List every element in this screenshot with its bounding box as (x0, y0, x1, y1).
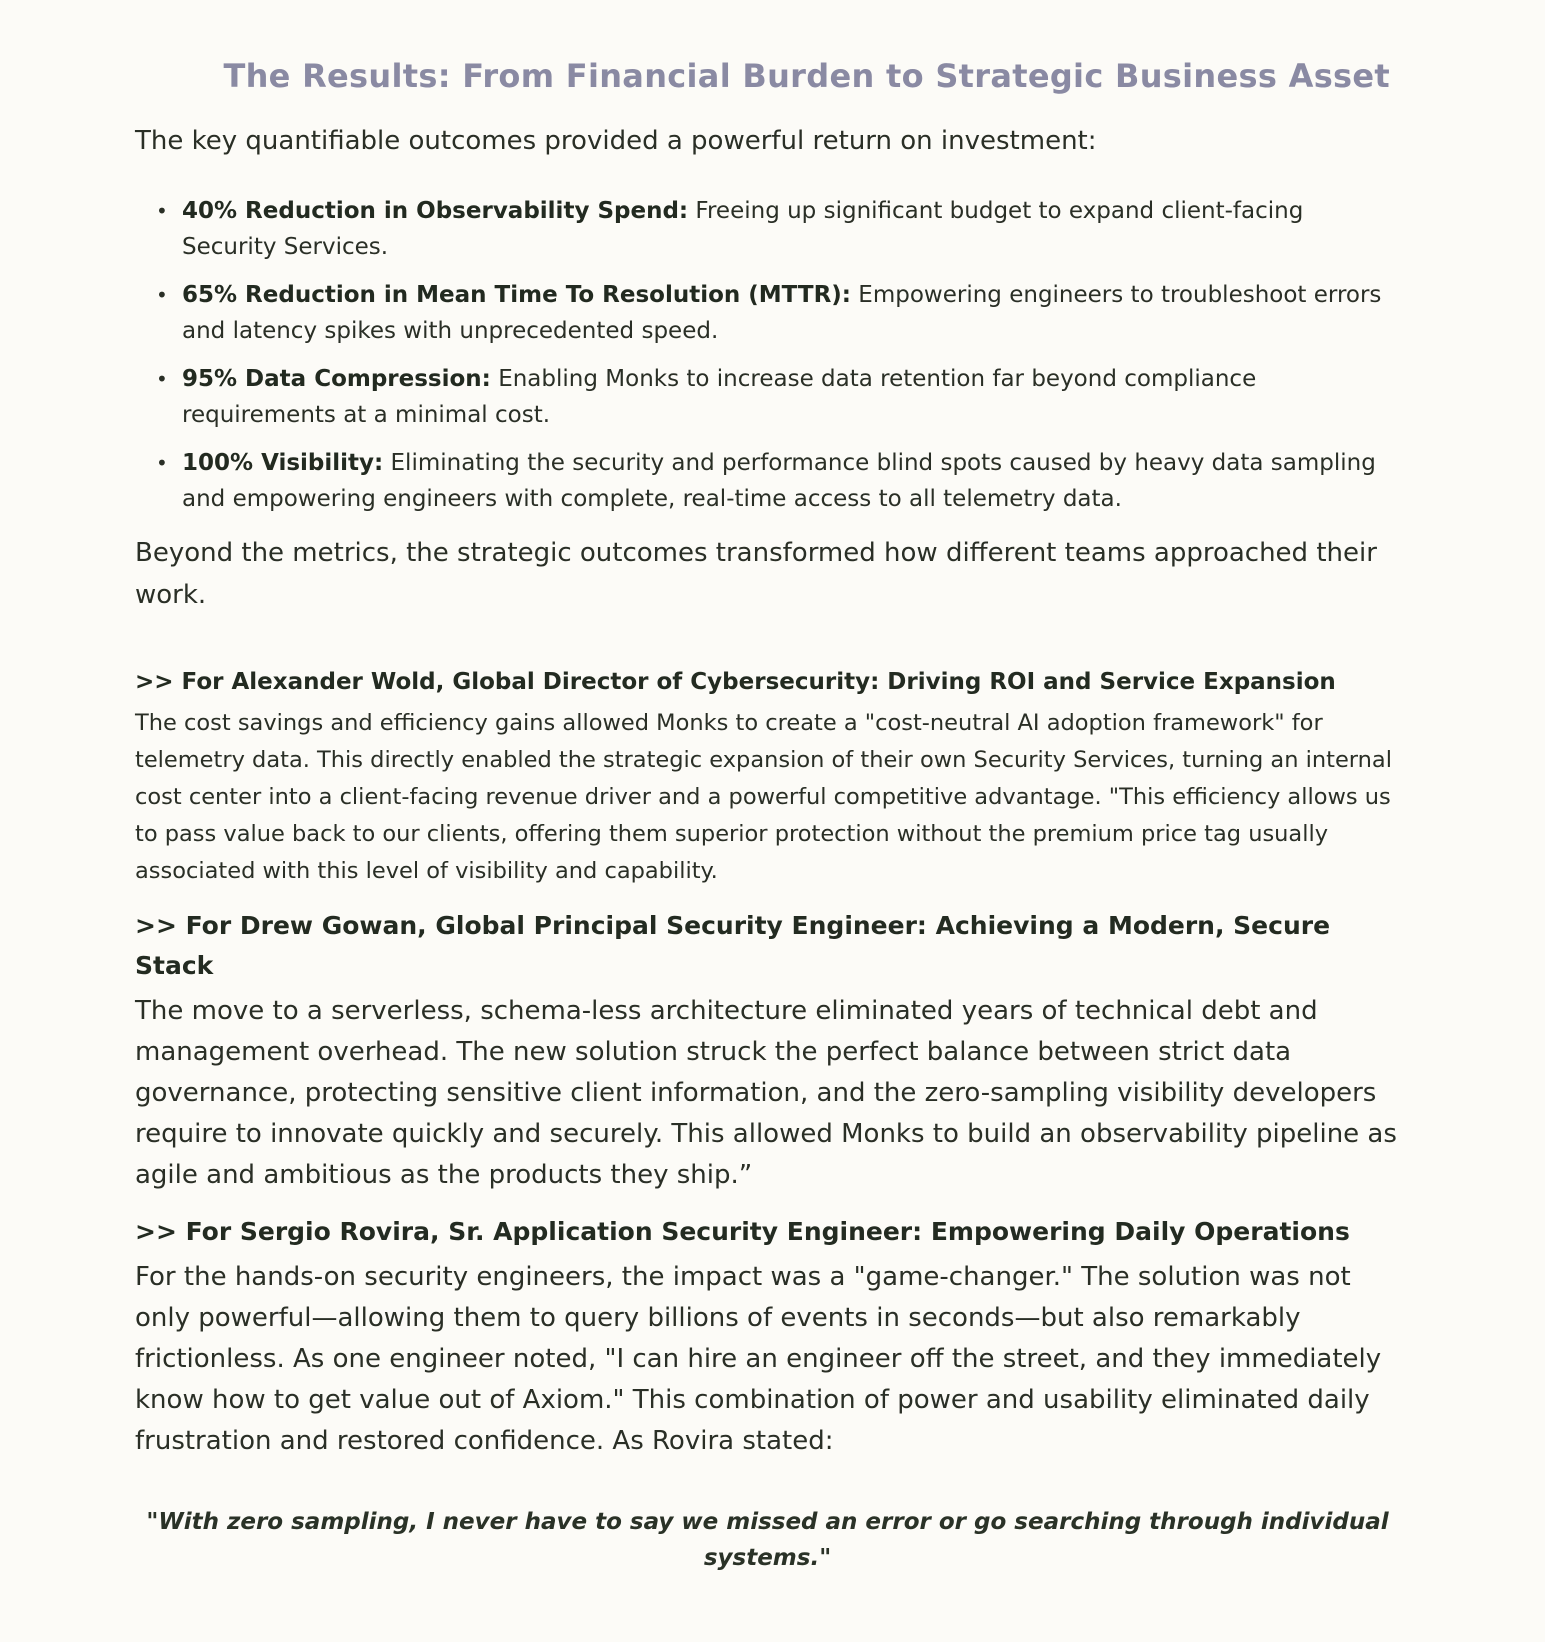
metric-label: 65% Reduction in Mean Time To Resolution (MTTR): (182, 282, 851, 308)
section-title: >> For Drew Gowan, Global Principal Security Engineer: Achieving a Modern, Secure Stack (135, 911, 1331, 980)
metric-text: Empowering engineers to troubleshoot errors and latency spikes with unprecedented speed. (182, 282, 1382, 344)
metric-text: Freeing up significant budget to expand client-facing Security Services. (182, 198, 1304, 260)
section-body: For the hands-on security engineers, the impact was a "game-changer." The solution was not only powerful—allowing them to query billions of events in seconds—but also remarkably frictionless. As one engineer noted, "I can hire an engineer off the street, and they immediately know how to get value out of Axiom." This combination of power and usability eliminated daily frustration and restored confidence. As Rovira stated: (135, 1262, 1382, 1456)
metric-label: 100% Visibility: (182, 450, 384, 476)
metric-label: 95% Data Compression: (182, 366, 491, 392)
metric-label: 40% Reduction in Observability Spend: (182, 198, 689, 224)
section-drew-gowan (135, 906, 1405, 1196)
beyond-paragraph: Beyond the metrics, the strategic outcomes transformed how different teams approached their work. (135, 538, 1377, 610)
document-page (135, 0, 1405, 1576)
pull-quote: "With zero sampling, I never have to say we missed an error or go searching through individual systems." (146, 1509, 1389, 1571)
metric-text: Eliminating the security and performance blind spots caused by heavy data sampling and empowering engineers with complete, real-time access to all telemetry data. (182, 450, 1376, 512)
bullet-icon: • (156, 451, 168, 475)
page-title: The Results: From Financial Burden to Strategic Business Asset (223, 57, 1390, 95)
section-alexander-wold (135, 664, 1405, 890)
section-title: >> For Sergio Rovira, Sr. Application Security Engineer: Empowering Daily Operations (135, 1217, 1350, 1246)
intro-paragraph: The key quantifiable outcomes provided a powerful return on investment: (135, 126, 1097, 156)
metrics-list (135, 193, 1405, 517)
section-title: >> For Alexander Wold, Global Director of Cybersecurity: Driving ROI and Service Expansion (135, 669, 1336, 695)
section-body: The move to a serverless, schema-less architecture eliminated years of technical debt and management overhead. The new solution struck the perfect balance between strict data governance, protecting sensitive client information, and the zero-sampling visibility developers require to innovate quickly and securely. This allowed Monks to build an observability pipeline as agile and ambitious as the products they ship.” (135, 996, 1397, 1190)
metric-text: Enabling Monks to increase data retention far beyond compliance requirements at a minimal cost. (182, 366, 1257, 428)
bullet-icon: • (156, 199, 168, 223)
list-item (156, 445, 1405, 517)
bullet-icon: • (156, 367, 168, 391)
section-body: The cost savings and efficiency gains allowed Monks to create a "cost-neutral AI adoption framework" for telemetry data. This directly enabled the strategic expansion of their own Security Services, turning an internal cost center into a client-facing revenue driver and a powerful competitive advantage. "This efficiency allows us to pass value back to our clients, offering them superior protection without the premium price tag usually associated with this level of visibility and capability. (135, 710, 1392, 884)
list-item (156, 361, 1405, 433)
bullet-icon: • (156, 283, 168, 307)
list-item (156, 193, 1405, 265)
list-item (156, 277, 1405, 349)
section-sergio-rovira (135, 1212, 1405, 1462)
